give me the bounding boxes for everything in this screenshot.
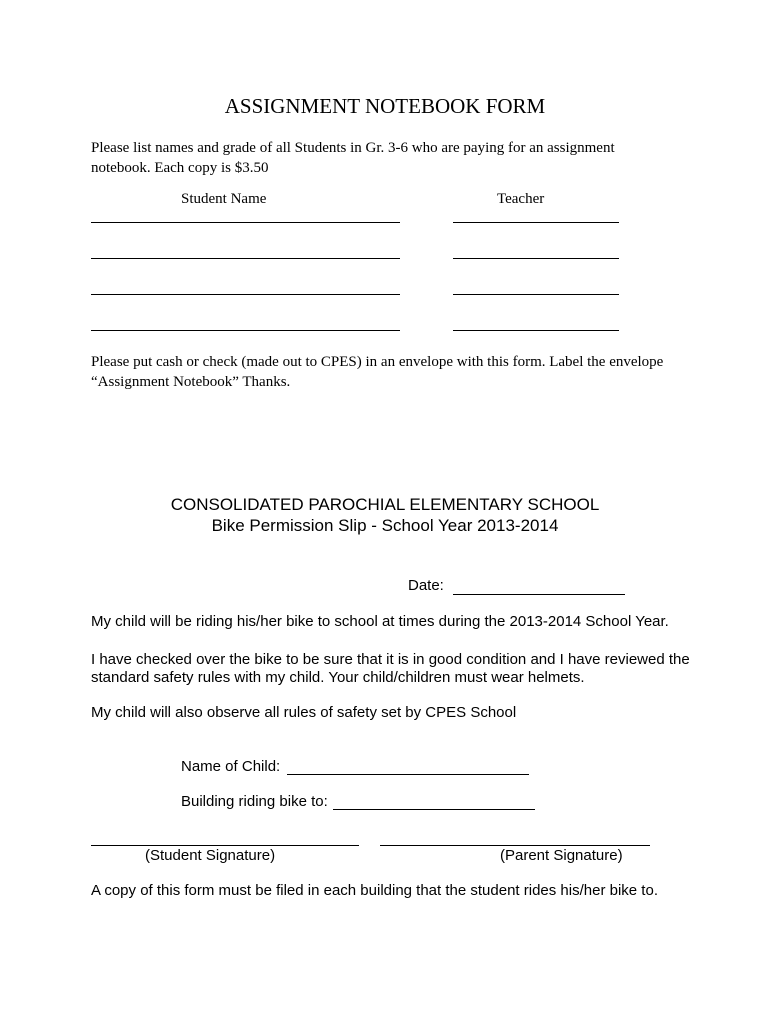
school-name-heading — [0, 494, 770, 536]
name-of-child-label: Name of Child: — [181, 758, 281, 775]
riding-statement: My child will be riding his/her bike to school at times during the 2013-2014 School Year. — [91, 613, 669, 630]
teacher-line[interactable] — [453, 330, 619, 331]
date-line[interactable] — [453, 594, 625, 595]
name-of-child-line[interactable] — [287, 774, 529, 775]
teacher-column-header: Teacher — [497, 191, 545, 207]
assignment-form-intro: Please list names and grade of all Students in Gr. 3-6 who are paying for an assignment notebook. Each copy is $3.50 — [91, 140, 615, 176]
student-name-column-header: Student Name — [181, 191, 267, 207]
teacher-line[interactable] — [453, 294, 619, 295]
assignment-form-title: ASSIGNMENT NOTEBOOK FORM — [224, 94, 546, 118]
school-name: CONSOLIDATED PAROCHIAL ELEMENTARY SCHOOL — [170, 495, 600, 514]
student-name-line[interactable] — [91, 294, 400, 295]
building-label: Building riding bike to: — [181, 793, 328, 810]
student-name-line[interactable] — [91, 258, 400, 259]
student-signature-caption: (Student Signature) — [145, 847, 276, 864]
student-name-line[interactable] — [91, 222, 400, 223]
building-line[interactable] — [333, 809, 535, 810]
safety-statement: I have checked over the bike to be sure that it is in good condition and I have reviewed the standard safety rules with my child. Your child/children must wear helmets. — [91, 651, 690, 686]
parent-signature-caption: (Parent Signature) — [500, 847, 623, 864]
payment-instructions: Please put cash or check (made out to CPES) in an envelope with this form. Label the envelope “Assignment Notebook” Thanks. — [91, 354, 664, 390]
student-name-line[interactable] — [91, 330, 400, 331]
student-signature-line[interactable] — [91, 845, 359, 846]
rules-statement: My child will also observe all rules of safety set by CPES School — [91, 704, 517, 721]
date-label: Date: — [408, 577, 444, 594]
teacher-line[interactable] — [453, 222, 619, 223]
permission-slip-subtitle: Bike Permission Slip - School Year 2013-2014 — [211, 516, 559, 535]
filing-instruction: A copy of this form must be filed in each building that the student rides his/her bike to. — [91, 882, 658, 899]
parent-signature-line[interactable] — [380, 845, 650, 846]
teacher-line[interactable] — [453, 258, 619, 259]
